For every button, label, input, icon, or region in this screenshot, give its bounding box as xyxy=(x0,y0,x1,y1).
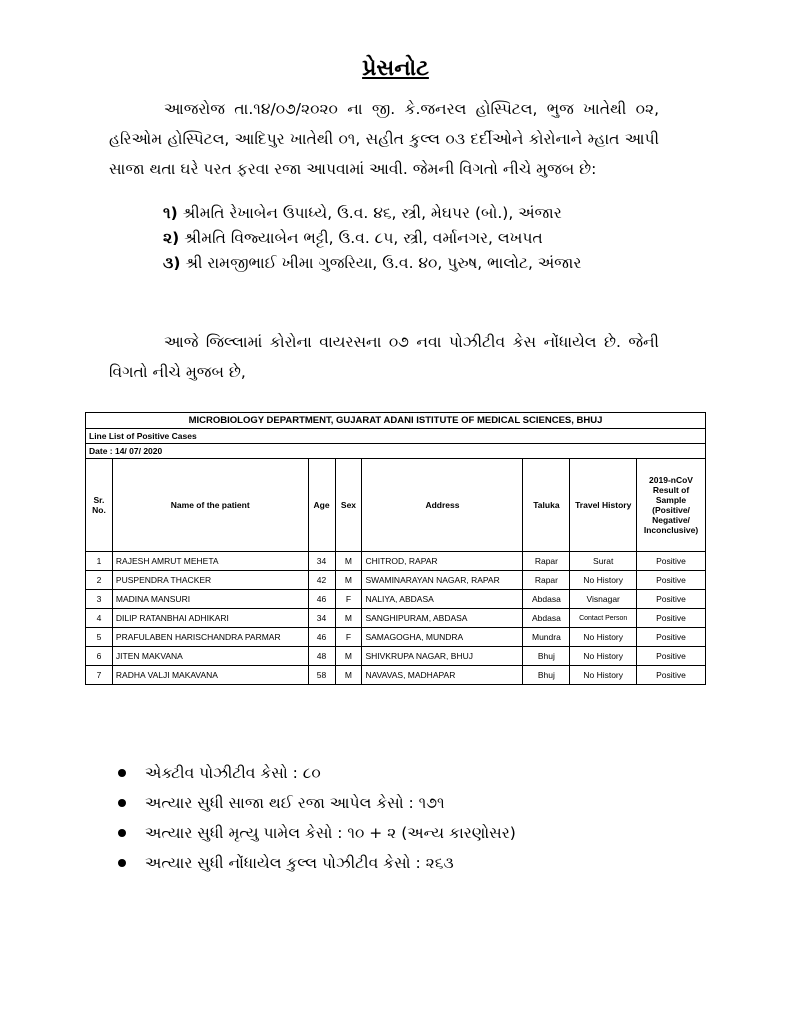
cell-result: Positive xyxy=(637,571,706,590)
discharged-list xyxy=(163,201,581,276)
col-age: Age xyxy=(308,459,335,552)
cell-taluka: Rapar xyxy=(523,552,570,571)
cell-sr: 7 xyxy=(86,666,113,685)
cell-name: JITEN MAKVANA xyxy=(112,647,308,666)
cell-name: MADINA MANSURI xyxy=(112,590,308,609)
item-number: ૨) xyxy=(163,229,180,247)
table-row xyxy=(86,628,706,647)
item-text: શ્રીમતિ રેખાબેન ઉપાધ્યે, ઉ.વ. ૪૬, સ્ત્રી, મેઘપર (બો.), અંજાર xyxy=(182,204,562,222)
cell-name: DILIP RATANBHAI ADHIKARI xyxy=(112,609,308,628)
cell-address: SANGHIPURAM, ABDASA xyxy=(362,609,523,628)
cell-sr: 5 xyxy=(86,628,113,647)
cell-sex: M xyxy=(335,609,362,628)
table-department: MICROBIOLOGY DEPARTMENT, GUJARAT ADANI ISTITUTE OF MEDICAL SCIENCES, BHUJ xyxy=(86,413,706,429)
stat-text: એક્ટીવ પોઝીટીવ કેસો : ૮૦ xyxy=(145,764,321,782)
cell-taluka: Abdasa xyxy=(523,590,570,609)
cell-address: SWAMINARAYAN NAGAR, RAPAR xyxy=(362,571,523,590)
cell-address: SAMAGOGHA, MUNDRA xyxy=(362,628,523,647)
cell-travel: No History xyxy=(570,628,637,647)
col-name: Name of the patient xyxy=(112,459,308,552)
cell-taluka: Mundra xyxy=(523,628,570,647)
table-row xyxy=(86,590,706,609)
cell-name: PRAFULABEN HARISCHANDRA PARMAR xyxy=(112,628,308,647)
stats-list xyxy=(118,758,516,878)
bullet-icon xyxy=(118,799,126,807)
cell-sex: M xyxy=(335,552,362,571)
cell-sr: 6 xyxy=(86,647,113,666)
col-taluka: Taluka xyxy=(523,459,570,552)
cell-sr: 4 xyxy=(86,609,113,628)
cell-sex: F xyxy=(335,590,362,609)
table-row xyxy=(86,666,706,685)
stat-text: અત્યાર સુધી સાજા થઈ રજા આપેલ કેસો : ૧૭૧ xyxy=(145,794,445,812)
cell-sr: 3 xyxy=(86,590,113,609)
table-row xyxy=(86,552,706,571)
new-cases-paragraph: આજે જિલ્લામાં કોરોના વાયરસના ૦૭ નવા પોઝીટીવ કેસ નોંધાયેલ છે. જેની વિગતો નીચે મુજબ છે, xyxy=(109,333,659,381)
cell-age: 46 xyxy=(308,590,335,609)
cell-result: Positive xyxy=(637,609,706,628)
stat-item xyxy=(118,818,516,848)
cell-sex: M xyxy=(335,647,362,666)
cell-travel: Contact Person xyxy=(570,609,637,628)
table-row xyxy=(86,609,706,628)
bullet-icon xyxy=(118,769,126,777)
cell-name: RADHA VALJI MAKAVANA xyxy=(112,666,308,685)
cell-age: 48 xyxy=(308,647,335,666)
stat-item xyxy=(118,758,516,788)
item-text: શ્રી રામજીભાઈ ખીમા ગુજરિયા, ઉ.વ. ૪૦, પુરુષ, ભાલોટ, અંજાર xyxy=(185,254,582,272)
cell-age: 34 xyxy=(308,552,335,571)
table-row xyxy=(86,571,706,590)
item-number: ૧) xyxy=(163,204,178,222)
table-row xyxy=(86,647,706,666)
col-result: 2019-nCoV Result of Sample (Positive/ Negative/ Inconclusive) xyxy=(637,459,706,552)
bullet-icon xyxy=(118,859,126,867)
cell-address: SHIVKRUPA NAGAR, BHUJ xyxy=(362,647,523,666)
cell-travel: No History xyxy=(570,666,637,685)
page-title: પ્રેસનોટ xyxy=(362,56,429,81)
cell-taluka: Bhuj xyxy=(523,647,570,666)
item-text: શ્રીમતિ વિજ્યાબેન ભટ્ટી, ઉ.વ. ૮૫, સ્ત્રી, વર્માનગર, લખપત xyxy=(184,229,543,247)
cell-sex: M xyxy=(335,666,362,685)
cell-name: PUSPENDRA THACKER xyxy=(112,571,308,590)
cell-name: RAJESH AMRUT MEHETA xyxy=(112,552,308,571)
cell-age: 42 xyxy=(308,571,335,590)
positive-cases-table xyxy=(85,412,706,685)
cell-sr: 1 xyxy=(86,552,113,571)
cell-result: Positive xyxy=(637,628,706,647)
table-list-title: Line List of Positive Cases xyxy=(86,429,706,444)
cell-age: 46 xyxy=(308,628,335,647)
col-sr: Sr. No. xyxy=(86,459,113,552)
cell-address: NAVAVAS, MADHAPAR xyxy=(362,666,523,685)
cell-travel: Visnagar xyxy=(570,590,637,609)
discharged-item xyxy=(163,226,581,251)
cell-sex: F xyxy=(335,628,362,647)
cell-address: CHITROD, RAPAR xyxy=(362,552,523,571)
stat-text: અત્યાર સુધી મૃત્યુ પામેલ કેસો : ૧૦ + ૨ (અન્ય કારણોસર) xyxy=(145,824,516,842)
cell-travel: No History xyxy=(570,571,637,590)
cell-sr: 2 xyxy=(86,571,113,590)
cell-age: 34 xyxy=(308,609,335,628)
cell-age: 58 xyxy=(308,666,335,685)
bullet-icon xyxy=(118,829,126,837)
cell-result: Positive xyxy=(637,552,706,571)
discharged-item xyxy=(163,201,581,226)
stat-text: અત્યાર સુધી નોંધાયેલ કુલ્લ પોઝીટીવ કેસો : ૨૬૩ xyxy=(145,854,454,872)
cell-taluka: Bhuj xyxy=(523,666,570,685)
col-sex: Sex xyxy=(335,459,362,552)
cell-taluka: Abdasa xyxy=(523,609,570,628)
stat-item xyxy=(118,848,516,878)
cell-travel: No History xyxy=(570,647,637,666)
cell-taluka: Rapar xyxy=(523,571,570,590)
cell-sex: M xyxy=(335,571,362,590)
col-address: Address xyxy=(362,459,523,552)
stat-item xyxy=(118,788,516,818)
cell-travel: Surat xyxy=(570,552,637,571)
table-date: Date : 14/ 07/ 2020 xyxy=(86,444,706,459)
cell-address: NALIYA, ABDASA xyxy=(362,590,523,609)
cell-result: Positive xyxy=(637,647,706,666)
item-number: ૩) xyxy=(163,254,181,272)
intro-paragraph: આજરોજ તા.૧૪/૦૭/૨૦૨૦ ના જી. કે.જનરલ હોસ્પિટલ, ભુજ ખાતેથી ૦૨, હરિઓમ હોસ્પિટલ, આદિપુર ખાતેથી ૦૧, સહીત કુલ્લ ૦૩ દર્દીઓને કોરોનાને મ્હાત આપી સાજા થતા ઘરે પરત ફરવા રજા આપવામાં આવી. જેમની વિગતો નીચે મુજબ છે: xyxy=(109,100,659,178)
col-travel: Travel History xyxy=(570,459,637,552)
cell-result: Positive xyxy=(637,590,706,609)
discharged-item xyxy=(163,251,581,276)
cell-result: Positive xyxy=(637,666,706,685)
